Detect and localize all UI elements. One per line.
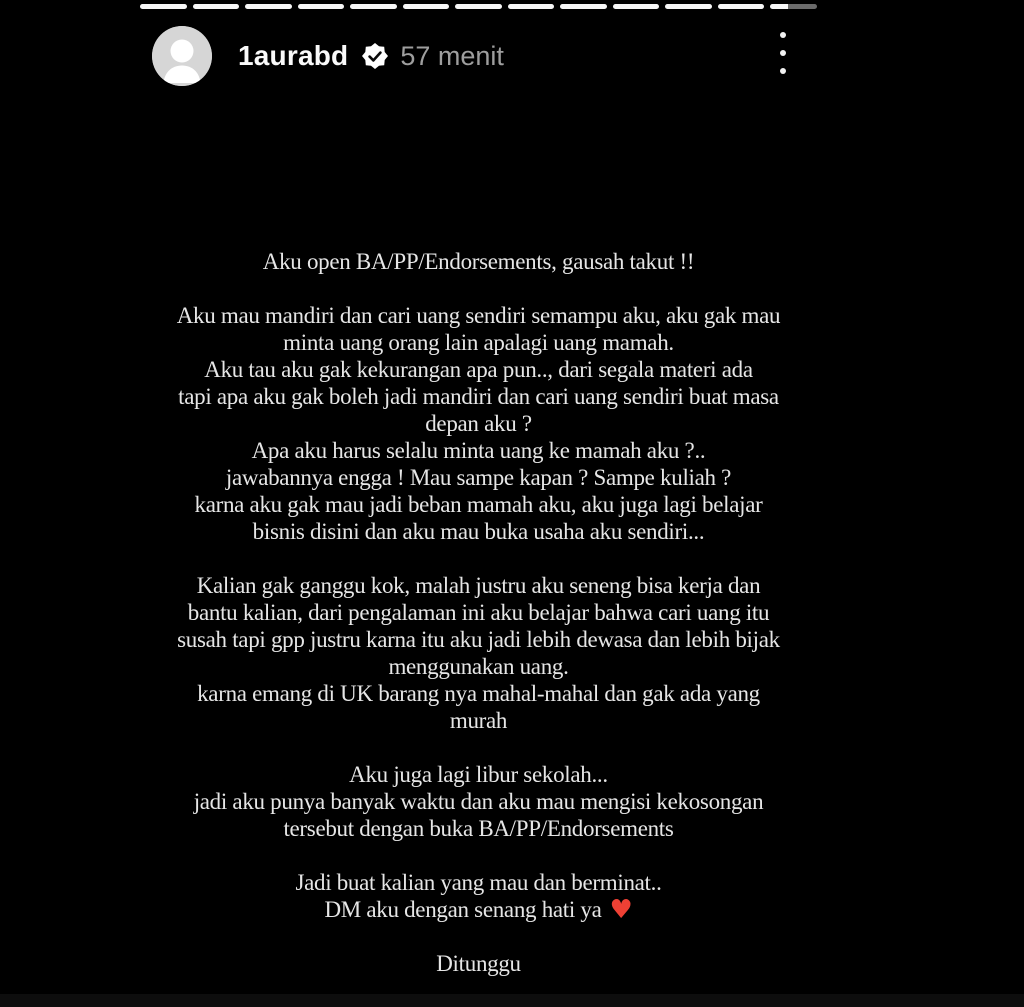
heart-icon: ♥ — [609, 895, 633, 925]
progress-segment — [455, 4, 502, 9]
story-progress-bar — [140, 4, 817, 9]
progress-segment — [350, 4, 397, 9]
story-text-line: tapi apa aku gak boleh jadi mandiri dan cari uang sendiri buat masa — [178, 384, 779, 409]
menu-dot — [780, 32, 786, 38]
story-text-line: depan aku ? — [425, 411, 532, 436]
story-blank-line — [140, 545, 817, 572]
story-text-line: minta uang orang lain apalagi uang mamah. — [283, 330, 674, 355]
story-text-line: bisnis disini dan aku mau buka usaha aku sendiri... — [252, 519, 705, 544]
progress-segment — [140, 4, 187, 9]
progress-segment — [770, 4, 817, 9]
bottom-band — [0, 994, 1024, 1007]
story-text-line: Ditunggu — [436, 951, 521, 976]
progress-segment — [560, 4, 607, 9]
story-text-line: Apa aku harus selalu minta uang ke mamah aku ?.. — [251, 438, 706, 463]
menu-dot — [780, 68, 786, 74]
story-text-block — [140, 248, 817, 977]
story-blank-line — [140, 842, 817, 869]
story-text-line: Aku open BA/PP/Endorsements, gausah takut !! — [262, 249, 695, 274]
progress-segment — [298, 4, 345, 9]
progress-segment — [245, 4, 292, 9]
story-text-line: menggunakan uang. — [388, 654, 569, 679]
story-text-line: jawabannya engga ! Mau sampe kapan ? Sampe kuliah ? — [225, 465, 732, 490]
story-text-line: jadi aku punya banyak waktu dan aku mau mengisi kekosongan — [193, 789, 764, 814]
menu-dot — [780, 50, 786, 56]
story-blank-line — [140, 275, 817, 302]
story-text-line: bantu kalian, dari pengalaman ini aku belajar bahwa cari uang itu — [187, 600, 770, 625]
avatar[interactable] — [152, 26, 212, 86]
story-options-menu-button[interactable] — [768, 30, 798, 76]
story-header — [238, 26, 504, 86]
story-text-line: karna aku gak mau jadi beban mamah aku, aku juga lagi belajar — [194, 492, 763, 517]
story-text-line: tersebut dengan buka BA/PP/Endorsements — [283, 816, 674, 841]
progress-segment — [665, 4, 712, 9]
progress-segment — [508, 4, 555, 9]
progress-segment — [193, 4, 240, 9]
story-text-line: DM aku dengan senang hati ya ♥ — [324, 895, 633, 925]
progress-segment — [613, 4, 660, 9]
story-text-line: Aku juga lagi libur sekolah... — [349, 762, 608, 787]
story-text-line: susah tapi gpp justru karna itu aku jadi lebih dewasa dan lebih bijak — [177, 627, 780, 652]
story-text-line: Jadi buat kalian yang mau dan berminat.. — [295, 870, 662, 895]
story-text-line: murah — [449, 708, 508, 733]
story-text-line: karna emang di UK barang nya mahal-mahal dan gak ada yang — [197, 681, 760, 706]
story-text-line: Aku mau mandiri dan cari uang sendiri semampu aku, aku gak mau — [176, 303, 781, 328]
story-timestamp: 57 menit — [400, 40, 504, 71]
default-person-avatar-icon — [152, 26, 212, 86]
story-text-line: Kalian gak ganggu kok, malah justru aku seneng bisa kerja dan — [196, 573, 761, 598]
story-blank-line — [140, 734, 817, 761]
username[interactable]: 1aurabd — [238, 40, 349, 71]
story-text-line: Aku tau aku gak kekurangan apa pun.., dari segala materi ada — [204, 357, 753, 382]
progress-segment — [403, 4, 450, 9]
progress-segment — [718, 4, 765, 9]
story-blank-line — [140, 923, 817, 950]
verified-badge-icon — [362, 43, 388, 69]
